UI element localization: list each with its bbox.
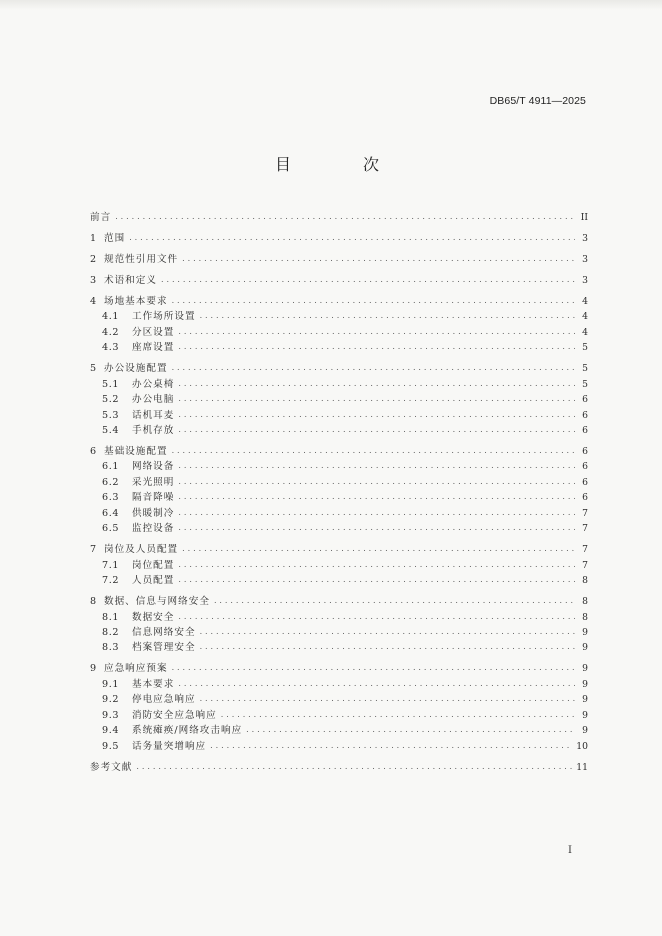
toc-leader-dots — [180, 254, 575, 266]
toc-entry-label: 基本要求 — [132, 678, 175, 690]
toc-entry-label: 工作场所设置 — [132, 311, 196, 323]
toc-entry-page: 8 — [582, 575, 588, 587]
table-of-contents — [90, 210, 588, 775]
toc-entry-number: 5.1 — [102, 378, 120, 390]
toc-entry[interactable] — [90, 460, 588, 475]
toc-entry[interactable] — [90, 475, 588, 490]
toc-entry[interactable] — [90, 423, 588, 438]
toc-entry[interactable] — [90, 641, 588, 656]
toc-entry-page: 5 — [582, 363, 588, 375]
toc-leader-dots — [113, 212, 575, 224]
toc-entry-number: 9.4 — [102, 725, 120, 737]
toc-entry-label: 应急响应预案 — [104, 663, 168, 675]
toc-entry-number: 7.2 — [102, 575, 120, 587]
toc-entry-number: 6.4 — [102, 507, 120, 519]
toc-entry[interactable] — [90, 573, 588, 588]
toc-entry-label: 术语和定义 — [104, 274, 157, 286]
toc-entry-label: 办公电脑 — [132, 394, 175, 406]
toc-entry-number: 2 — [90, 253, 97, 265]
toc-leader-dots — [176, 508, 575, 520]
toc-entry-label: 办公桌椅 — [132, 378, 175, 390]
toc-entry-number: 4.2 — [102, 326, 120, 338]
toc-entry-label: 范围 — [104, 232, 126, 244]
toc-leader-dots — [176, 342, 575, 354]
toc-entry[interactable] — [90, 542, 588, 557]
toc-entry-number: 9.1 — [102, 678, 120, 690]
toc-entry-page: 8 — [582, 596, 588, 608]
toc-entry-page: 6 — [582, 394, 588, 406]
toc-entry-number: 9 — [90, 663, 97, 675]
toc-leader-dots — [170, 446, 575, 458]
toc-entry[interactable] — [90, 340, 588, 355]
toc-leader-dots — [176, 612, 575, 624]
toc-entry-label: 消防安全应急响应 — [132, 709, 217, 721]
toc-leader-dots — [176, 679, 575, 691]
toc-leader-dots — [127, 233, 575, 245]
toc-leader-dots — [170, 296, 575, 308]
toc-entry-label: 系统瘫痪/网络攻击响应 — [132, 725, 243, 737]
toc-entry-page: 6 — [582, 409, 588, 421]
toc-entry-page: 3 — [582, 253, 588, 265]
toc-entry[interactable] — [90, 723, 588, 738]
toc-entry-page: 6 — [582, 461, 588, 473]
toc-entry-page: 3 — [582, 232, 588, 244]
toc-entry-label: 参考文献 — [90, 761, 133, 773]
toc-entry[interactable] — [90, 392, 588, 407]
toc-entry[interactable] — [90, 625, 588, 640]
toc-entry-label: 岗位及人员配置 — [104, 544, 179, 556]
toc-entry-number: 5.4 — [102, 424, 120, 436]
toc-entry-page: 3 — [582, 274, 588, 286]
toc-entry-page: 6 — [582, 476, 588, 488]
toc-entry-number: 4.3 — [102, 342, 120, 354]
toc-leader-dots — [176, 461, 575, 473]
toc-entry-label: 供暖制冷 — [132, 507, 175, 519]
toc-leader-dots — [176, 379, 575, 391]
toc-entry-page: II — [580, 211, 588, 223]
toc-entry-page: 6 — [582, 424, 588, 436]
toc-leader-dots — [176, 327, 575, 339]
toc-entry-page: 7 — [582, 523, 588, 535]
toc-leader-dots — [176, 477, 575, 489]
toc-entry-number: 8.3 — [102, 642, 120, 654]
toc-entry-number: 6.2 — [102, 476, 120, 488]
toc-entry-page: 6 — [582, 445, 588, 457]
toc-leader-dots — [212, 596, 575, 608]
toc-leader-dots — [198, 311, 575, 323]
toc-leader-dots — [219, 710, 575, 722]
toc-entry-page: 5 — [582, 342, 588, 354]
toc-leader-dots — [176, 492, 575, 504]
toc-leader-dots — [176, 425, 575, 437]
toc-entry-page: 10 — [576, 740, 588, 752]
toc-entry-page: 7 — [582, 559, 588, 571]
toc-entry-page: 9 — [582, 694, 588, 706]
page-number: I — [568, 845, 572, 856]
toc-entry-label: 话机耳麦 — [132, 409, 175, 421]
toc-entry-label: 人员配置 — [132, 575, 175, 587]
toc-entry-label: 数据、信息与网络安全 — [104, 596, 210, 608]
toc-entry-page: 9 — [582, 725, 588, 737]
toc-entry-page: 6 — [582, 492, 588, 504]
toc-leader-dots — [176, 394, 575, 406]
toc-entry-label: 岗位配置 — [132, 559, 175, 571]
toc-entry-label: 基础设施配置 — [104, 445, 168, 457]
toc-entry-label: 数据安全 — [132, 611, 175, 623]
standard-code: DB65/T 4911—2025 — [489, 95, 586, 107]
toc-entry[interactable] — [90, 677, 588, 692]
toc-entry-label: 停电应急响应 — [132, 694, 196, 706]
toc-entry-page: 9 — [582, 678, 588, 690]
scan-edge — [0, 0, 662, 10]
toc-leader-dots — [170, 363, 575, 375]
toc-entry[interactable] — [90, 377, 588, 392]
toc-entry-number: 6.5 — [102, 523, 120, 535]
toc-entry-label: 信息网络安全 — [132, 626, 196, 638]
toc-entry[interactable] — [90, 310, 588, 325]
toc-entry[interactable] — [90, 594, 588, 609]
toc-entry-page: 9 — [582, 709, 588, 721]
toc-entry-page: 11 — [576, 761, 588, 773]
toc-leader-dots — [176, 523, 575, 535]
toc-entry[interactable] — [90, 693, 588, 708]
toc-entry-number: 9.5 — [102, 740, 120, 752]
toc-entry-number: 7 — [90, 544, 97, 556]
toc-entry-number: 8.2 — [102, 626, 120, 638]
page-title: 目 次 — [274, 155, 407, 174]
toc-entry-number: 5 — [90, 363, 97, 375]
toc-entry[interactable] — [90, 662, 588, 677]
toc-entry-label: 监控设备 — [132, 523, 175, 535]
toc-entry-page: 9 — [582, 642, 588, 654]
toc-entry[interactable] — [90, 739, 588, 754]
toc-entry[interactable] — [90, 506, 588, 521]
toc-entry-number: 3 — [90, 274, 97, 286]
toc-leader-dots — [176, 560, 575, 572]
toc-entry-label: 办公设施配置 — [104, 363, 168, 375]
toc-entry[interactable] — [90, 444, 588, 459]
toc-leader-dots — [176, 410, 575, 422]
toc-entry-page: 4 — [582, 326, 588, 338]
toc-entry-number: 6 — [90, 445, 97, 457]
toc-entry[interactable] — [90, 491, 588, 506]
toc-entry-number: 5.2 — [102, 394, 120, 406]
toc-entry-page: 7 — [582, 544, 588, 556]
toc-entry-label: 隔音降噪 — [132, 492, 175, 504]
toc-entry[interactable] — [90, 408, 588, 423]
toc-entry-page: 9 — [582, 663, 588, 675]
toc-leader-dots — [198, 694, 575, 706]
toc-entry-label: 场地基本要求 — [104, 295, 168, 307]
toc-entry[interactable] — [90, 361, 588, 376]
toc-entry-label: 手机存放 — [132, 424, 175, 436]
toc-leader-dots — [159, 275, 575, 287]
toc-entry[interactable] — [90, 558, 588, 573]
toc-leader-dots — [180, 544, 575, 556]
toc-entry-page: 4 — [582, 295, 588, 307]
toc-entry[interactable] — [90, 708, 588, 723]
toc-entry-number: 9.2 — [102, 694, 120, 706]
toc-entry-page: 9 — [582, 626, 588, 638]
toc-entry-page: 5 — [582, 378, 588, 390]
toc-entry-number: 8.1 — [102, 611, 120, 623]
toc-entry[interactable] — [90, 325, 588, 340]
toc-entry-number: 8 — [90, 596, 97, 608]
toc-entry-label: 采光照明 — [132, 476, 175, 488]
toc-entry-number: 1 — [90, 232, 97, 244]
toc-entry-number: 4.1 — [102, 311, 120, 323]
toc-entry-page: 7 — [582, 507, 588, 519]
toc-leader-dots — [198, 627, 575, 639]
toc-entry-number: 7.1 — [102, 559, 120, 571]
toc-entry-label: 规范性引用文件 — [104, 253, 179, 265]
toc-entry-page: 4 — [582, 311, 588, 323]
toc-entry-number: 6.3 — [102, 492, 120, 504]
toc-entry-number: 6.1 — [102, 461, 120, 473]
toc-entry-label: 座席设置 — [132, 342, 175, 354]
toc-entry-number: 9.3 — [102, 709, 120, 721]
toc-leader-dots — [208, 741, 573, 753]
toc-entry[interactable] — [90, 273, 588, 288]
toc-entry-label: 档案管理安全 — [132, 642, 196, 654]
toc-entry[interactable] — [90, 210, 588, 225]
toc-entry[interactable] — [90, 231, 588, 246]
toc-entry-label: 话务量突增响应 — [132, 740, 207, 752]
toc-leader-dots — [134, 762, 573, 774]
toc-entry[interactable] — [90, 760, 588, 775]
toc-leader-dots — [176, 575, 575, 587]
toc-entry-label: 网络设备 — [132, 461, 175, 473]
toc-entry-page: 8 — [582, 611, 588, 623]
toc-leader-dots — [198, 642, 575, 654]
toc-entry-label: 前言 — [90, 211, 112, 223]
toc-leader-dots — [244, 725, 575, 737]
toc-entry[interactable] — [90, 610, 588, 625]
toc-entry[interactable] — [90, 294, 588, 309]
toc-entry-label: 分区设置 — [132, 326, 175, 338]
toc-entry-number: 5.3 — [102, 409, 120, 421]
toc-entry[interactable] — [90, 521, 588, 536]
toc-entry-number: 4 — [90, 295, 97, 307]
toc-entry[interactable] — [90, 252, 588, 267]
toc-leader-dots — [170, 663, 575, 675]
